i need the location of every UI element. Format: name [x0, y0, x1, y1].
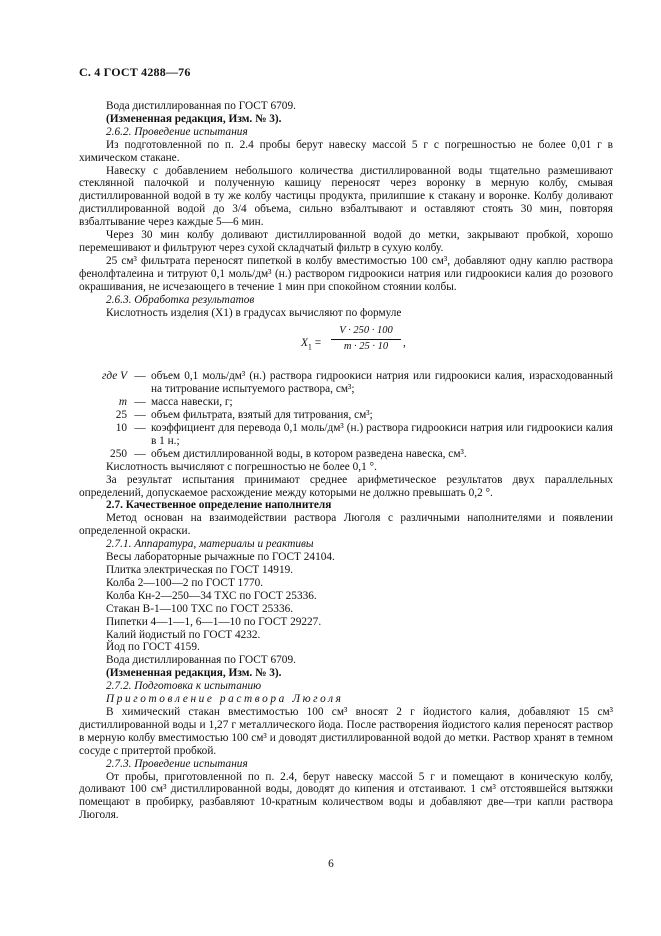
section-heading-2-6-2: 2.6.2. Проведение испытания — [106, 125, 248, 138]
formula-fraction — [331, 325, 401, 354]
section-heading-2-7-3: 2.7.3. Проведение испытания — [106, 757, 248, 770]
section-heading-2-7-2: 2.7.2. Подготовка к испытанию — [106, 680, 262, 693]
legend-key: 25 — [115, 409, 127, 422]
section-heading-2-7-1: 2.7.1. Аппаратура, материалы и реактивы — [106, 538, 314, 551]
legend-value: объем фильтрата, взятый для титрования, см³; — [151, 409, 373, 422]
paragraph: 25 см³ фильтрата переносят пипеткой в колбу вместимостью 100 см³, добавляют одну каплю раствора фенолфталеина и титруют 0,1 моль/дм³ (н.) раствором гидроокиси натрия или гидроокиси калия до розового окрашивания, не исчезающего в течение 1 мин при спокойном стоянии колбы. — [79, 254, 613, 293]
equipment-item: Колба 2—100—2 по ГОСТ 1770. — [106, 576, 264, 589]
paragraph: Кислотность изделия (X1) в градусах вычисляют по формуле — [106, 306, 402, 319]
formula-numerator: V · 250 · 100 — [331, 325, 401, 340]
legend-dash: — — [134, 396, 146, 409]
legend-dash: — — [134, 422, 146, 435]
legend-key: 250 — [110, 447, 127, 460]
legend-value: коэффициент для перевода 0,1 моль/дм³ (н.) раствора гидроокиси натрия или гидроокиси калия в 1 н.; — [151, 422, 613, 447]
equipment-item: Колба Кн-2—250—34 ТХС по ГОСТ 25336. — [106, 589, 317, 602]
legend-dash: — — [134, 447, 146, 460]
legend-dash: — — [134, 370, 146, 383]
reagent-item: Калий йодистый по ГОСТ 4232. — [106, 628, 261, 641]
paragraph: Метод основан на взаимодействии раствора Люголя с различными наполнителями и появлении определенной окраски. — [79, 512, 613, 538]
paragraph: Навеску с добавлением небольшого количества дистиллированной воды тщательно размешивают стеклянной палочкой и полученную кашицу переносят через воронку в мерную колбу, смывая дистиллированной водой в ту же колбу частицы продукта, прилипшие к стакану и воронке. Колбу доливают дистиллированной водой до 3/4 объема, сильно взбалтывают и оставляют стоять 30 мин, повторяя взбалтывание через каждые 5—6 мин. — [79, 164, 613, 229]
acidity-formula — [79, 323, 613, 363]
reagent-item: Вода дистиллированная по ГОСТ 6709. — [106, 654, 296, 667]
formula-lhs: $X_1$ = — [301, 337, 322, 352]
subheading-lugol-solution: Приготовление раствора Люголя — [106, 693, 344, 706]
formula-denominator: m · 25 · 10 — [343, 341, 389, 353]
legend-value: масса навески, г; — [151, 396, 233, 409]
amendment-note: (Измененная редакция, Изм. № 3). — [106, 112, 282, 125]
equipment-item: Плитка электрическая по ГОСТ 14919. — [106, 564, 294, 576]
paragraph: От пробы, приготовленной по п. 2.4, берут навеску массой 5 г и помещают в коническую колбу, доливают 100 см³ дистиллированной воды, доводят до кипения и отстаивают. 1 см³ отстоявшейся вытяжки помещают в пробирку, разбавляют 10-кратным количеством воды и добавляют две—три капли раствора Люголя. — [79, 770, 613, 822]
section-heading-2-6-3: 2.6.3. Обработка результатов — [106, 293, 255, 306]
formula-legend — [79, 370, 613, 460]
paragraph: Кислотность вычисляют с погрешностью не более 0,1 °. — [106, 460, 377, 473]
legend-value: объем 0,1 моль/дм³ (н.) раствора гидроокиси натрия или гидроокиси калия, израсходованный на титрование испытуемого раствора, см³; — [151, 370, 613, 396]
legend-key: m — [118, 396, 127, 409]
paragraph: Из подготовленной по п. 2.4 пробы берут навеску массой 5 г с погрешностью не более 0,01 г в химическом стакане. — [79, 138, 613, 164]
paragraph: В химический стакан вместимостью 100 см³ вносят 2 г йодистого калия, добавляют 15 см³ дистиллированной воды и 1,27 г металлического йода. После растворения йодистого калия переносят раствор в мерную колбу вместимостью 100 см³ и доводят дистиллированной водой до метки. Раствор хранят в темном сосуде с притертой пробкой. — [79, 705, 613, 757]
paragraph: За результат испытания принимают среднее арифметическое результатов двух параллельных определений, допускаемое расхождение между которыми не должно превышать 0,2 °. — [79, 473, 613, 499]
legend-key: где V — [102, 370, 127, 383]
amendment-note: (Измененная редакция, Изм. № 3). — [106, 667, 282, 680]
page-number: 6 — [328, 858, 334, 870]
equipment-item: Стакан В-1—100 ТХС по ГОСТ 25336. — [106, 602, 294, 615]
reagent-item: Йод по ГОСТ 4159. — [106, 641, 200, 654]
section-heading-2-7: 2.7. Качественное определение наполнителя — [106, 499, 332, 512]
legend-dash: — — [134, 409, 146, 422]
equipment-item: Весы лабораторные рычажные по ГОСТ 24104. — [106, 551, 335, 564]
body-text — [79, 100, 613, 822]
legend-value: объем дистиллированной воды, в котором разведена навеска, см³. — [151, 447, 467, 460]
paragraph: Вода дистиллированная по ГОСТ 6709. — [106, 100, 296, 112]
page-header: С. 4 ГОСТ 4288—76 — [79, 65, 191, 79]
legend-key: 10 — [115, 422, 127, 435]
equipment-item: Пипетки 4—1—1, 6—1—10 по ГОСТ 29227. — [106, 615, 322, 628]
paragraph: Через 30 мин колбу доливают дистиллированной водой до метки, закрывают пробкой, хорошо перемешивают и фильтруют через сухой складчатый фильтр в сухую колбу. — [79, 229, 613, 254]
formula-comma: , — [403, 337, 406, 350]
